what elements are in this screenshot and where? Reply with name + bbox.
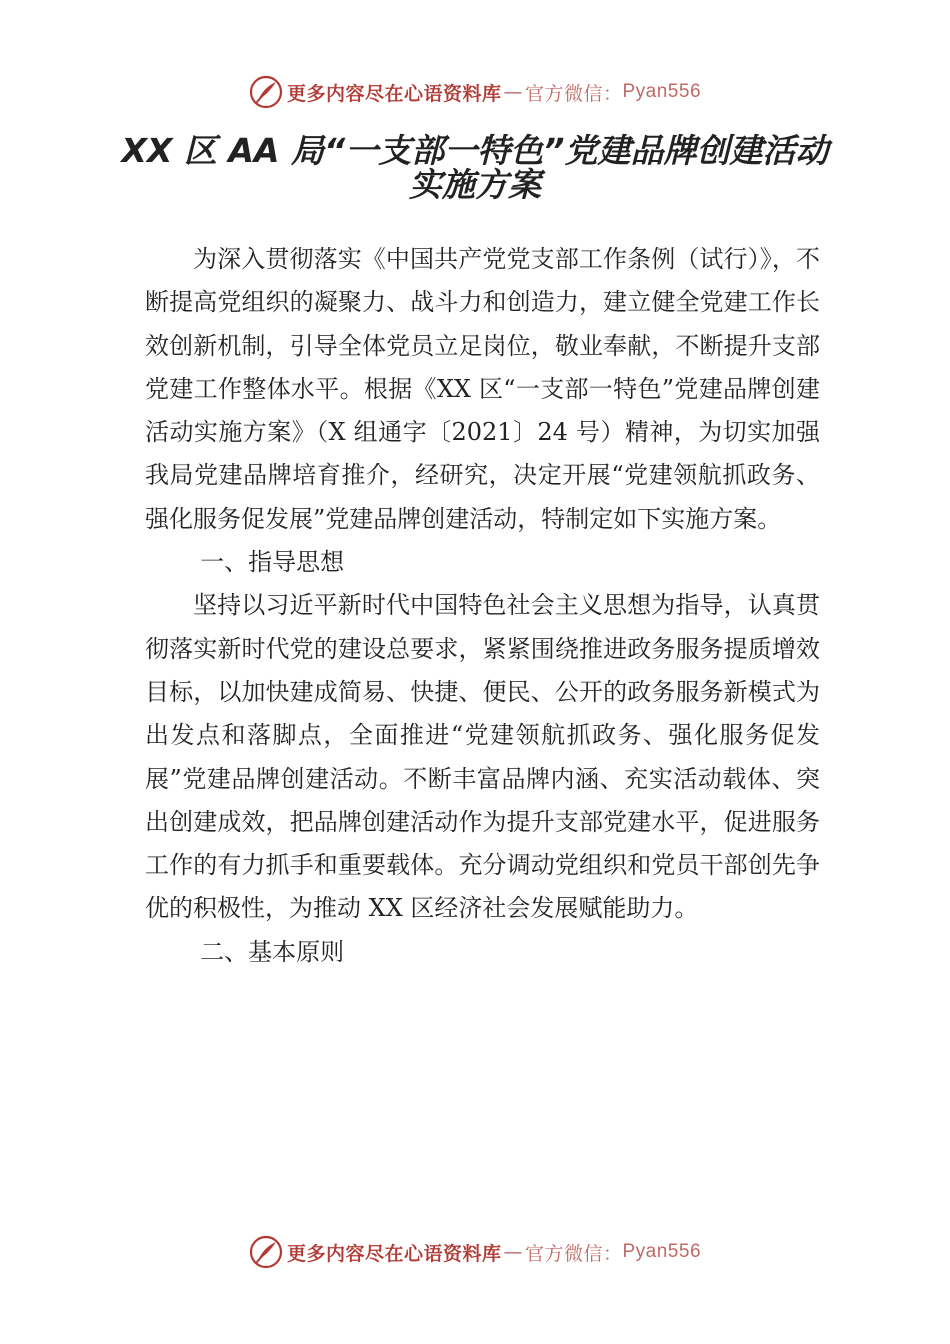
guiding-ideology-paragraph: 坚持以习近平新时代中国特色社会主义思想为指导，认真贯彻落实新时代党的建设总要求，紧紧围绕推进政务服务提质增效目标，以加快建成简易、快捷、便民、公开的政务服务新模式为出发点和落脚点，全面推进“党建领航抓政务、强化服务促发展”党建品牌创建活动。不断丰富品牌内涵、充实活动载体、突出创建成效，把品牌创建活动作为提升支部党建水平，促进服务工作的有力抓手和重要载体。充分调动党组织和党员干部创先争优的积极性，为推动 XX 区经济社会发展赋能助力。 bbox=[145, 591, 820, 923]
header-watermark bbox=[0, 72, 950, 112]
section-heading-guiding-ideology: 一、指导思想 bbox=[200, 548, 345, 577]
section-heading-basic-principles: 二、基本原则 bbox=[200, 937, 345, 966]
watermark-dash: — bbox=[503, 81, 523, 103]
watermark-dash: — bbox=[503, 1241, 523, 1263]
document-title: XX 区 AA 局“一支部一特色”党建品牌创建活动实施方案 bbox=[121, 131, 829, 204]
watermark-text: 更多内容尽在心语资料库 bbox=[286, 82, 502, 105]
watermark-id: Pyan556 bbox=[622, 81, 702, 102]
watermark-label: 官方微信： bbox=[524, 1242, 623, 1265]
watermark-label: 官方微信： bbox=[524, 82, 623, 105]
quill-pen-logo-icon bbox=[249, 1235, 283, 1269]
intro-paragraph: 为深入贯彻落实《中国共产党党支部工作条例（试行）》，不断提高党组织的凝聚力、战斗力和创造力，建立健全党建工作长效创新机制，引导全体党员立足岗位，敬业奉献，不断提升支部党建工作整体水平。根据《XX 区“一支部一特色”党建品牌创建活动实施方案》（X 组通字〔2021〕24 号）精神，为切实加强我局党建品牌培育推介，经研究，决定开展“党建领航抓政务、强化服务促发展”党建品牌创建活动，特制定如下实施方案。 bbox=[145, 245, 820, 533]
footer-watermark bbox=[0, 1232, 950, 1272]
watermark-id: Pyan556 bbox=[622, 1241, 702, 1262]
quill-pen-logo-icon bbox=[249, 75, 283, 109]
watermark-text: 更多内容尽在心语资料库 bbox=[286, 1242, 502, 1265]
document-body bbox=[145, 238, 820, 974]
